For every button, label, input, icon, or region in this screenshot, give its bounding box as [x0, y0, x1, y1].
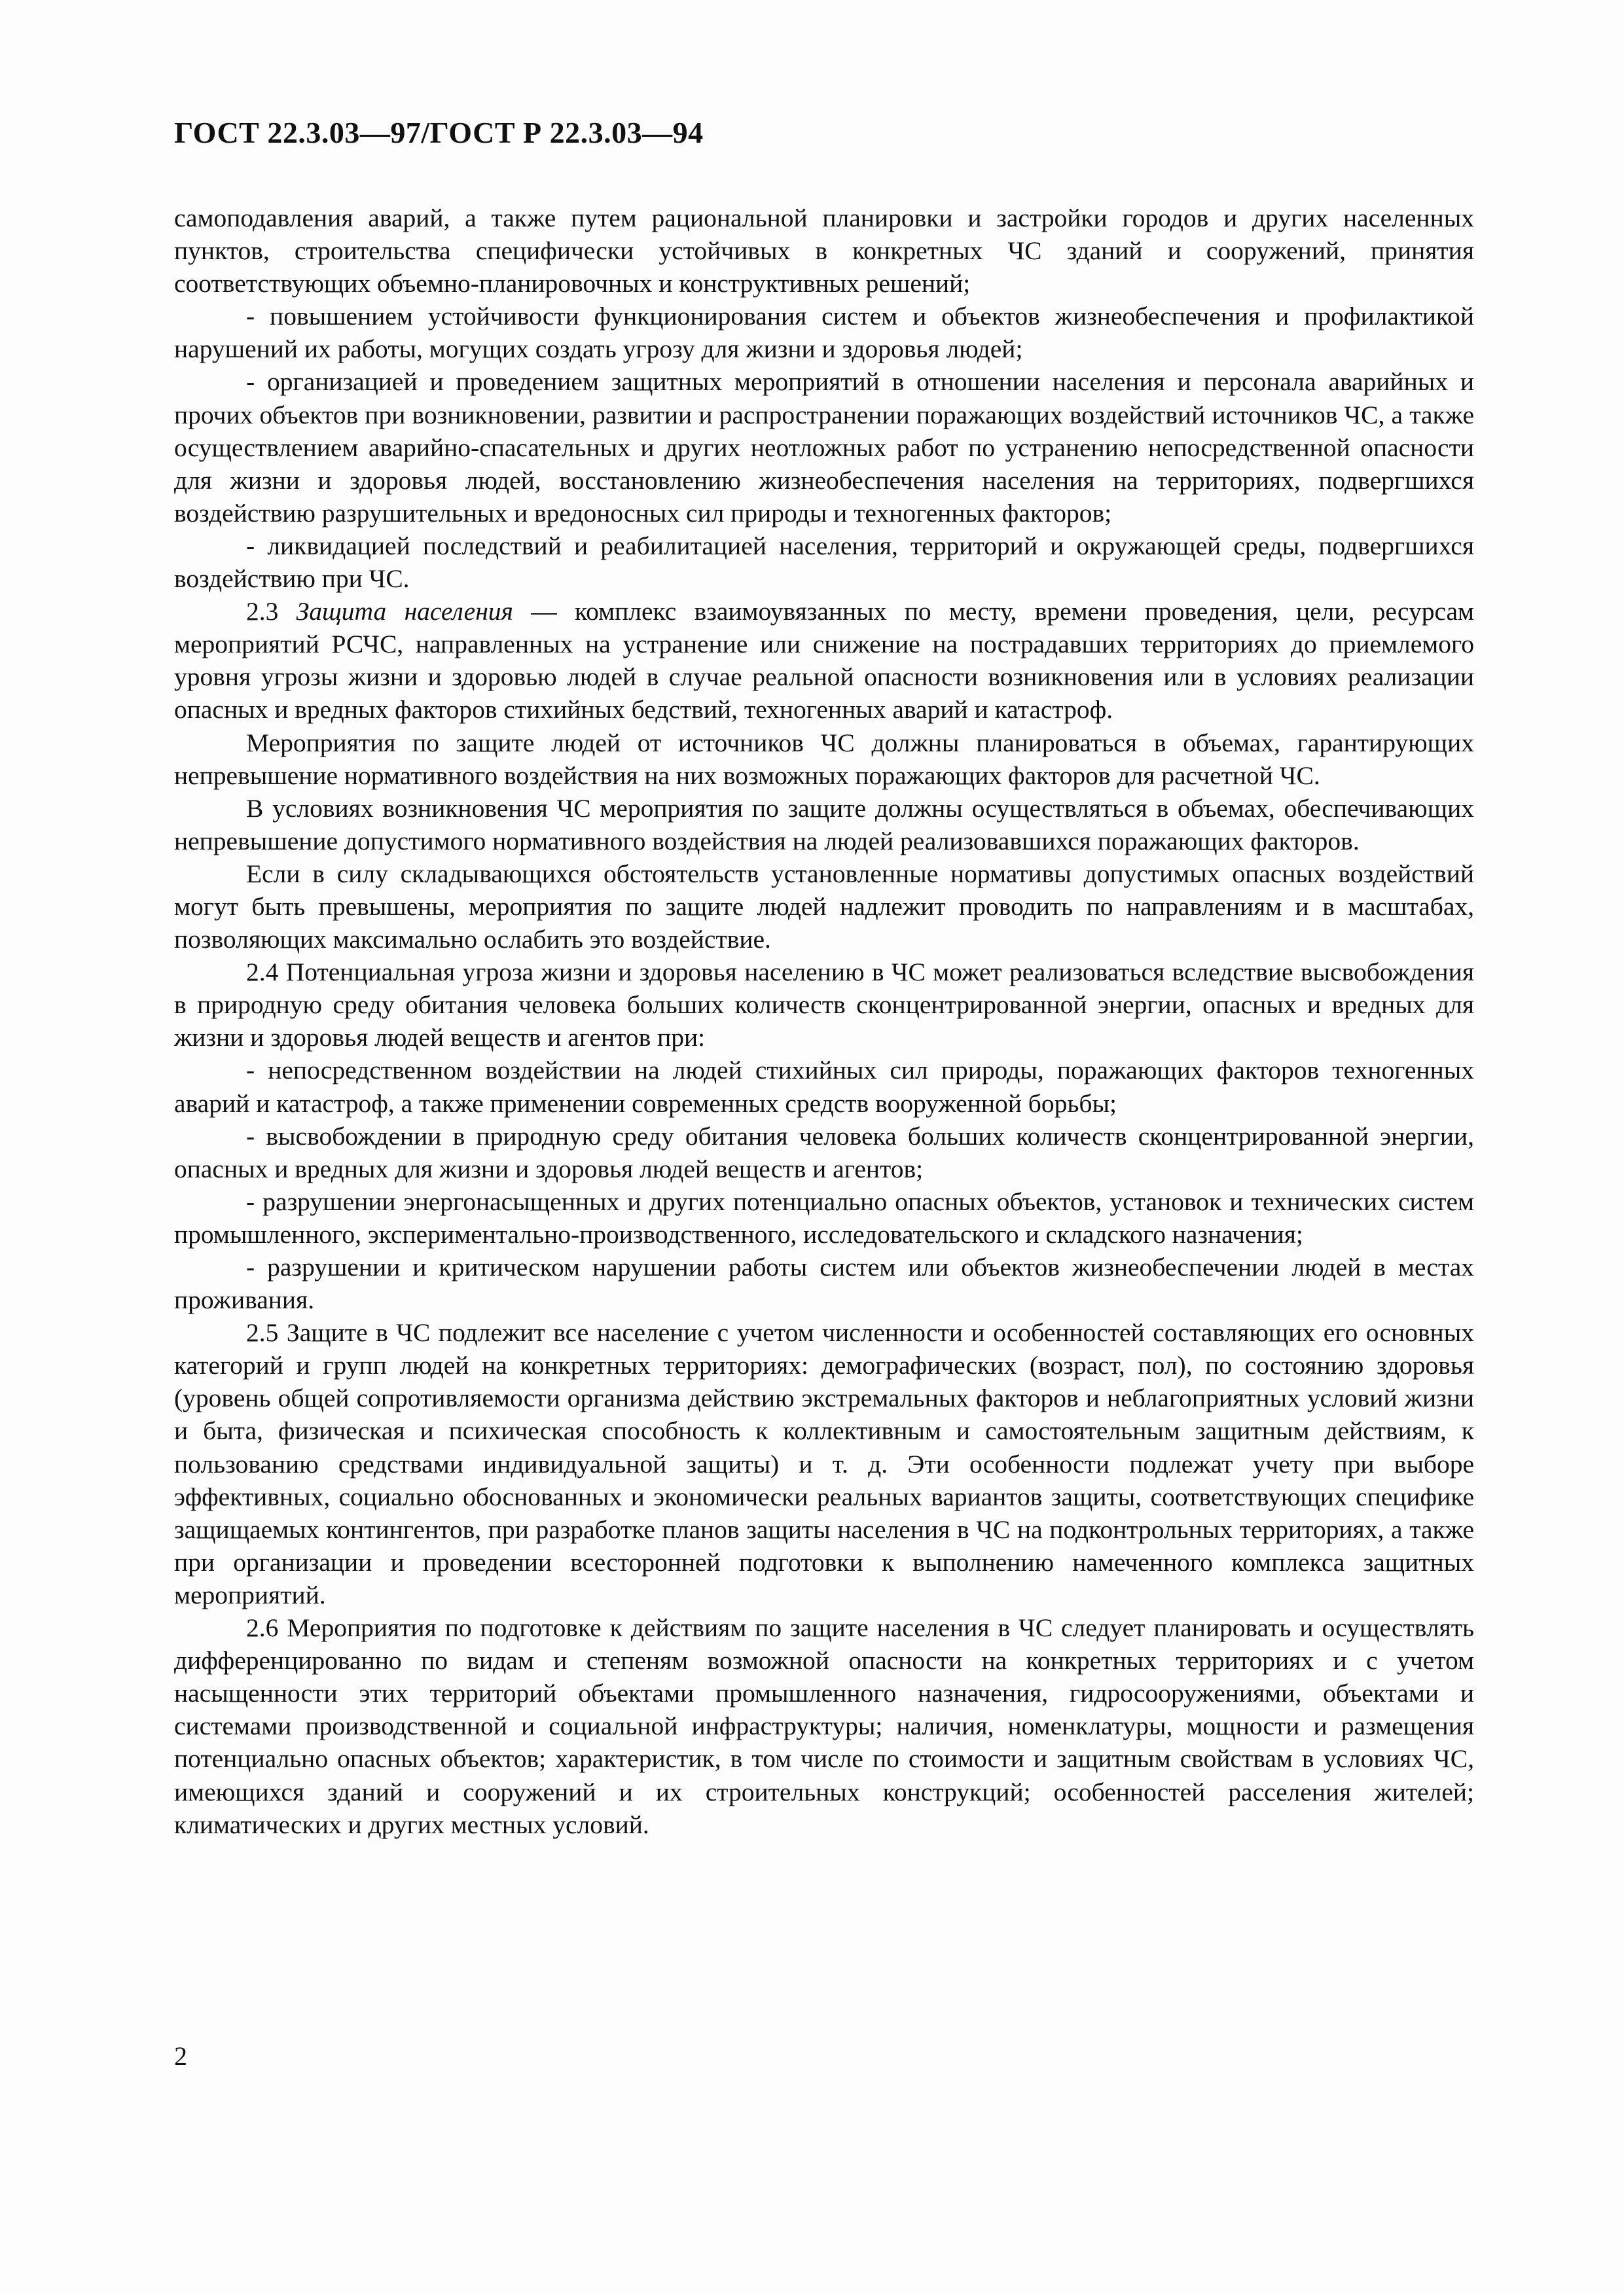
list-item: - высвобождении в природную среду обитания человека больших количеств сконцентрированной энергии, опасных и вредных для жизни и здоровья людей веществ и агентов; — [174, 1121, 1474, 1183]
paragraph-continuation: самоподавления аварий, а также путем рациональной планировки и застройки городов и других населенных пунктов, строительства специфически устойчивых в конкретных ЧС зданий и сооружений, принятия соответствующих объемно-планировочных и конструктивных решений; — [174, 204, 1474, 298]
clause-text: — комплекс взаимоувязанных по месту, времени проведения, цели, ресурсам мероприятий РСЧС, направленных на устранение или снижение на пострадавших территориях до приемлемого уровня угрозы жизни и здоровью людей в случае реальной опасности возникновения или в условиях реализации опасных и вредных факторов стихийных бедствий, техногенных аварий и катастроф. — [174, 597, 1474, 725]
list-item: - повышением устойчивости функционирования систем и объектов жизнеобеспечения и профилактикой нарушений их работы, могущих создать угрозу для жизни и здоровья людей; — [174, 302, 1474, 364]
list-item: - организацией и проведением защитных мероприятий в отношении населения и персонала аварийных и прочих объектов при возникновении, развитии и распространении поражающих воздействий источников ЧС, а также осуществлением аварийно-спасательных и других неотложных работ по устранению непосредственной опасности для жизни и здоровья людей, восстановлению жизнеобеспечения населения на территориях, подвергшихся воздействию разрушительных и вредоносных сил природы и техногенных факторов; — [174, 367, 1474, 528]
list-item: - разрушении и критическом нарушении работы систем или объектов жизнеобеспечении людей в местах проживания. — [174, 1253, 1474, 1315]
page-number: 2 — [174, 2041, 187, 2071]
standard-header: ГОСТ 22.3.03—97/ГОСТ Р 22.3.03—94 — [174, 116, 704, 149]
paragraph: Если в силу складывающихся обстоятельств установленные нормативы допустимых опасных воздействий могут быть превышены, мероприятия по защите людей надлежит проводить по направлениям и в масштабах, позволяющих максимально ослабить это воздействие. — [174, 859, 1474, 954]
clause-number: 2.3 — [246, 597, 297, 626]
clause-2-3 — [174, 595, 1474, 726]
list-item: - ликвидацией последствий и реабилитацией населения, территорий и окружающей среды, подвергшихся воздействию при ЧС. — [174, 531, 1474, 594]
clause-2-4: 2.4 Потенциальная угроза жизни и здоровья населению в ЧС может реализоваться вследствие высвобождения в природную среду обитания человека больших количеств сконцентрированной энергии, опасных и вредных для жизни и здоровья людей веществ и агентов при: — [174, 958, 1474, 1052]
list-item: - разрушении энергонасыщенных и других потенциально опасных объектов, установок и технических систем промышленного, экспериментально-производственного, исследовательского и складского назначения; — [174, 1187, 1474, 1249]
list-item: - непосредственном воздействии на людей стихийных сил природы, поражающих факторов техногенных аварий и катастроф, а также применении современных средств вооруженной борьбы; — [174, 1056, 1474, 1118]
paragraph: В условиях возникновения ЧС мероприятия по защите должны осуществляться в объемах, обеспечивающих непревышение допустимого нормативного воздействия на людей реализовавшихся поражающих факторов. — [174, 793, 1474, 855]
defined-term: Защита населения — [296, 597, 513, 626]
document-body — [174, 202, 1474, 1841]
paragraph: Мероприятия по защите людей от источников ЧС должны планироваться в объемах, гарантирующих непревышение нормативного воздействия на них возможных поражающих факторов для расчетной ЧС. — [174, 728, 1474, 790]
clause-2-6: 2.6 Мероприятия по подготовке к действиям по защите населения в ЧС следует планировать и осуществлять дифференцированно по видам и степеням возможной опасности на конкретных территориях и с учетом насыщенности этих территорий объектами промышленного назначения, гидросооружениями, объектами и системами производственной и социальной инфраструктуры; наличия, номенклатуры, мощности и размещения потенциально опасных объектов; характеристик, в том числе по стоимости и защитным свойствам в условиях ЧС, имеющихся зданий и сооружений и их строительных конструкций; особенностей расселения жителей; климатических и других местных условий. — [174, 1613, 1474, 1839]
clause-2-5: 2.5 Защите в ЧС подлежит все население с учетом численности и особенностей составляющих его основных категорий и групп людей на конкретных территориях: демографических (возраст, пол), по состоянию здоровья (уровень общей сопротивляемости организма действию экстремальных факторов и неблагоприятных условий жизни и быта, физическая и психическая способность к коллективным и самостоятельным защитным действиям, к пользованию средствами индивидуальной защиты) и т. д. Эти особенности подлежат учету при выборе эффективных, социально обоснованных и экономически реальных вариантов защиты, соответствующих специфике защищаемых контингентов, при разработке планов защиты населения в ЧС на подконтрольных территориях, а также при организации и проведении всесторонней подготовки к выполнению намеченного комплекса защитных мероприятий. — [174, 1318, 1474, 1609]
